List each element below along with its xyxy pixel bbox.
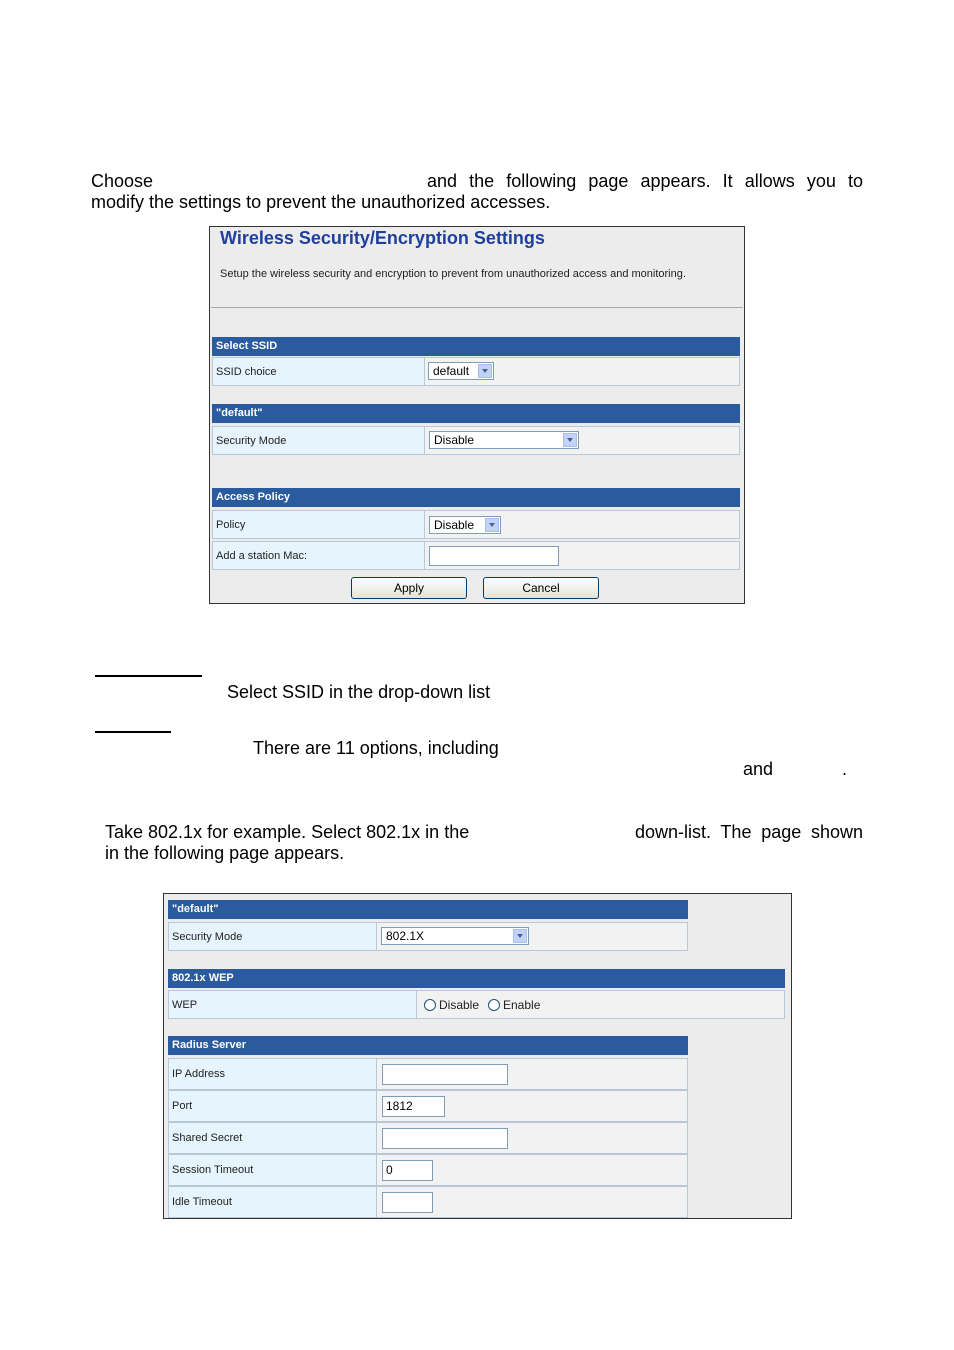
default-ssid-header: "default" [212, 404, 740, 423]
page-title: Wireless Security/Encryption Settings [220, 228, 545, 248]
security-mode-select[interactable] [381, 927, 529, 945]
ip-address-row [168, 1058, 688, 1090]
intro-choose: Choose [91, 171, 154, 191]
ssid-choice-value: default [433, 364, 470, 378]
ip-address-cell [377, 1059, 687, 1089]
add-mac-cell [425, 542, 739, 569]
add-mac-input[interactable] [429, 546, 559, 566]
security-mode-value: Disable [434, 433, 475, 447]
wep-enable-label: Enable [503, 998, 541, 1012]
session-timeout-input[interactable]: 0 [382, 1160, 433, 1181]
apply-button[interactable]: Apply [351, 577, 467, 599]
wep-label: WEP [169, 991, 417, 1018]
policy-select[interactable] [429, 516, 501, 534]
security-mode-row [212, 426, 740, 455]
wep-header: 802.1x WEP [168, 969, 785, 988]
idle-timeout-row [168, 1186, 688, 1218]
chevron-down-icon[interactable] [485, 518, 499, 532]
session-timeout-row [168, 1154, 688, 1186]
mode-description: There are 11 options, including [253, 738, 499, 758]
port-input[interactable]: 1812 [382, 1096, 445, 1117]
example-line2: in the following page appears. [105, 843, 345, 863]
idle-timeout-cell [377, 1187, 687, 1217]
port-row [168, 1090, 688, 1122]
add-mac-row [212, 541, 740, 570]
ssid-choice-select[interactable] [428, 362, 494, 380]
mode-term-underline [95, 731, 171, 733]
ssid-choice-label: SSID choice [213, 358, 425, 385]
security-mode-cell [377, 923, 687, 950]
shared-secret-input[interactable] [382, 1128, 508, 1149]
select-ssid-header: Select SSID [212, 337, 740, 356]
mode-period: . [842, 759, 848, 779]
ssid-term-underline [95, 675, 202, 677]
wep-enable-radio[interactable] [488, 999, 500, 1011]
shared-secret-label: Shared Secret [169, 1123, 377, 1153]
idle-timeout-input[interactable] [382, 1192, 433, 1213]
example-line1-end: down-list. The page shown [635, 822, 863, 842]
ssid-choice-row [212, 357, 740, 386]
wep-disable-label: Disable [439, 998, 480, 1012]
cancel-button[interactable]: Cancel [483, 577, 599, 599]
chevron-down-icon[interactable] [563, 433, 577, 447]
security-mode-select[interactable] [429, 431, 579, 449]
security-mode-cell [425, 427, 739, 454]
mode-and: and [743, 759, 774, 779]
idle-timeout-label: Idle Timeout [169, 1187, 377, 1217]
wep-disable-radio[interactable] [424, 999, 436, 1011]
policy-row [212, 510, 740, 539]
shared-secret-row [168, 1122, 688, 1154]
radius-server-header: Radius Server [168, 1036, 688, 1055]
shared-secret-cell [377, 1123, 687, 1153]
policy-value: Disable [434, 518, 475, 532]
add-mac-label: Add a station Mac: [213, 542, 425, 569]
port-label: Port [169, 1091, 377, 1121]
security-mode-label: Security Mode [213, 427, 425, 454]
security-mode-label: Security Mode [169, 923, 377, 950]
example-line1-start: Take 802.1x for example. Select 802.1x in the [105, 822, 470, 842]
port-cell [377, 1091, 687, 1121]
wep-row [168, 990, 785, 1019]
wep-cell [417, 991, 784, 1018]
access-policy-header: Access Policy [212, 488, 740, 507]
security-mode-value: 802.1X [386, 929, 425, 943]
ssid-description: Select SSID in the drop-down list [227, 682, 491, 702]
intro-line2: modify the settings to prevent the unauthorized accesses. [91, 192, 551, 212]
ssid-choice-cell [425, 358, 739, 385]
intro-line1-end: and the following page appears. It allows you to [427, 171, 863, 191]
session-timeout-label: Session Timeout [169, 1155, 377, 1185]
session-timeout-cell [377, 1155, 687, 1185]
page-description: Setup the wireless security and encryption to prevent from unauthorized access and monitoring. [220, 268, 686, 280]
security-settings-screenshot [209, 226, 745, 604]
policy-label: Policy [213, 511, 425, 538]
security-mode-row [168, 922, 688, 951]
ip-address-input[interactable] [382, 1064, 508, 1085]
policy-cell [425, 511, 739, 538]
8021x-settings-screenshot [163, 893, 792, 1219]
ip-address-label: IP Address [169, 1059, 377, 1089]
chevron-down-icon[interactable] [513, 929, 527, 943]
divider [211, 307, 743, 308]
default-ssid-header: "default" [168, 900, 688, 919]
chevron-down-icon[interactable] [478, 364, 492, 378]
